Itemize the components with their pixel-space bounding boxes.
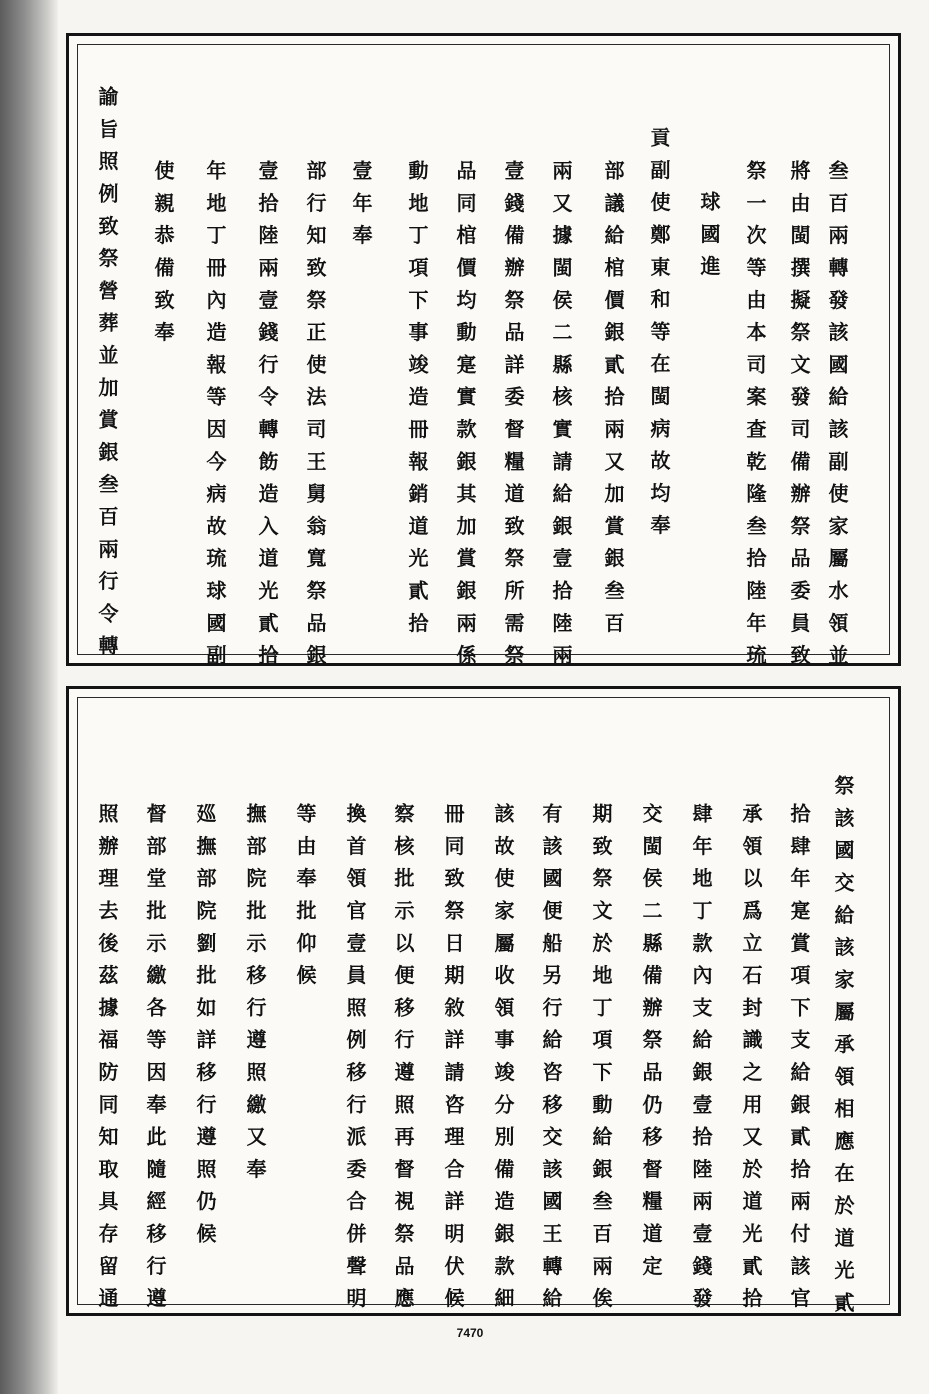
- top-column-16: 諭旨照例致祭營葬並加賞銀叁百兩行令轉: [95, 86, 119, 668]
- page-number: 7470: [456, 1326, 484, 1340]
- top-column-3: 祭一次等由本司案查乾隆叁拾陸年琉: [743, 160, 767, 677]
- top-column-8: 壹錢備辦祭品詳委督糧道致祭所需祭: [501, 160, 525, 677]
- top-column-6: 部議給棺價銀貳拾兩又加賞銀叁百: [601, 160, 625, 645]
- top-text-panel: [66, 33, 901, 677]
- top-column-5: 貢副使鄭東和等在閩病故均奉: [647, 127, 671, 547]
- bottom-column-12: 等由奉批仰候: [293, 803, 317, 997]
- bottom-column-7: 有該國便船另行給咨移交該國王轉給: [539, 803, 563, 1320]
- top-column-4: 球國進: [697, 191, 721, 288]
- top-column-15: 使親恭備致奉: [151, 160, 175, 354]
- top-column-7: 兩又據閩侯二縣核實請給銀壹拾陸兩: [549, 160, 573, 677]
- binding-shadow: [0, 0, 58, 1394]
- bottom-column-10: 察核批示以便移行遵照再督視祭品應: [391, 803, 415, 1320]
- bottom-text-panel: [66, 686, 901, 1325]
- bottom-column-2: 拾肆年寔賞項下支給銀貳拾兩付該官: [787, 803, 811, 1320]
- bottom-column-9: 冊同致祭日期敘詳請咨理合詳明伏候: [441, 803, 465, 1320]
- bottom-column-8: 該故使家屬收領事竣分別備造銀款細: [491, 803, 515, 1320]
- bottom-column-5: 交閩侯二縣備辦祭品仍移督糧道定: [639, 803, 663, 1288]
- bottom-column-16: 照辦理去後茲據福防同知取具存留通: [95, 803, 119, 1320]
- bottom-column-13: 撫部院批示移行遵照繳又奉: [243, 803, 267, 1191]
- top-column-14: 年地丁冊內造報等因今病故琉球國副: [203, 160, 227, 677]
- bottom-column-6: 期致祭文於地丁項下動給銀叁百兩俟: [589, 803, 613, 1320]
- top-column-1: 叁百兩轉發該國給該副使家屬水領並: [825, 160, 849, 677]
- top-column-2: 將由閩撰擬祭文發司備辦祭品委員致: [787, 160, 811, 677]
- top-column-9: 品同棺價均動寔實款銀其加賞銀兩係: [453, 160, 477, 677]
- bottom-column-15: 督部堂批示繳各等因奉此隨經移行遵: [143, 803, 167, 1320]
- top-column-10: 動地丁項下事竣造冊報銷道光貳拾: [405, 160, 429, 645]
- bottom-column-11: 換首領官壹員照例移行派委合併聲明: [343, 803, 367, 1320]
- bottom-column-1: 祭該國交給該家屬承領相應在於道光貳: [831, 775, 855, 1325]
- top-panel-inner-border: [77, 44, 890, 655]
- top-column-12: 部行知致祭正使法司王舅翁寬祭品銀: [303, 160, 327, 677]
- top-column-11: 壹年奉: [349, 160, 373, 257]
- top-column-13: 壹拾陸兩壹錢行令轉飭造入道光貳拾: [255, 160, 279, 677]
- bottom-column-3: 承領以爲立石封識之用又於道光貳拾: [739, 803, 763, 1320]
- bottom-column-4: 肆年地丁款內支給銀壹拾陸兩壹錢發: [689, 803, 713, 1320]
- bottom-column-14: 廵撫部院劉批如詳移行遵照仍候: [193, 803, 217, 1256]
